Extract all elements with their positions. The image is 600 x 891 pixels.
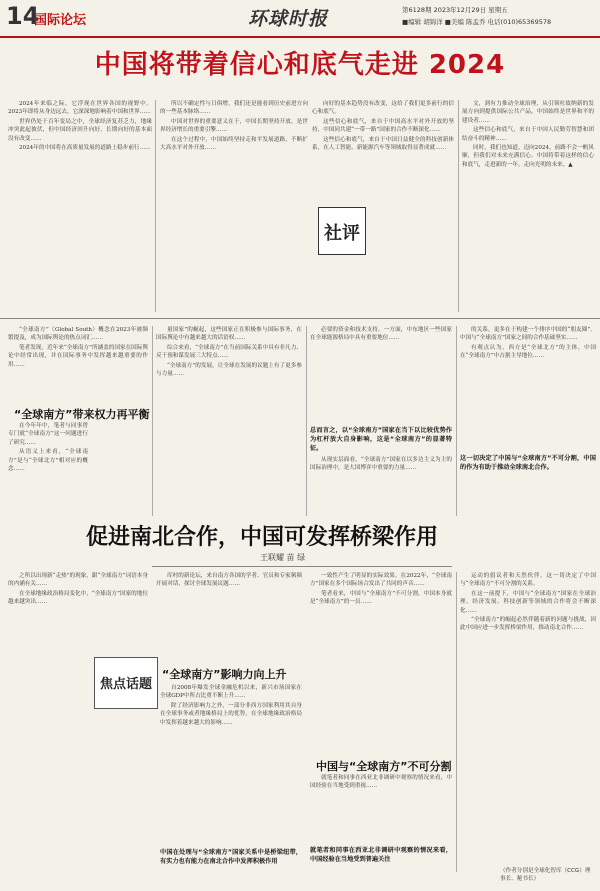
paragraph: 笔者看来，中国与“全球南方”不可分割，中国本身就是“全球南方”的一员…… (310, 590, 452, 606)
column-divider (155, 100, 156, 312)
paragraph: 笔者发现，近年来“全球南方”所涵盖的国家在国际舆论中经常出现，并在国际事务中发挥越来越重要的作用…… (8, 344, 148, 368)
subheading-3: 中国与“全球南方”不可分割 (316, 760, 452, 773)
paragraph: 一致性产生了明显的实际效果。在2022年，“全球南方”国家在多个国际场合发出了共同的声音…… (310, 573, 452, 588)
article-col-1-bottom (8, 572, 148, 872)
article-col-2-bottom (160, 684, 302, 874)
paragraph: 同时，我们也知道，迈向2024，前路不会一帆风顺，但我们对未来充满信心。中国将带着这样的信心和底气，走进新的一年，走向光明的未来。▲ (462, 145, 594, 168)
paragraph: 从语义上来看，“全球南方”是与“全球北方”相对应的概念…… (8, 449, 88, 473)
paragraph: “全球南方”（Global South）概念在2023年被频繁提及，成为国际舆论的热点词汇…… (8, 327, 148, 342)
page-number: 14 (6, 2, 40, 30)
paragraph: 的关系，更多在于构建一个排序中国的“朋友圈”。中国与“全球南方”国家之间的合作基础坚实…… (460, 327, 596, 342)
focus-topic-label: 焦点话题 (99, 677, 152, 692)
column-divider (458, 100, 459, 312)
pull-quote-bottom: 就笔者和同事在西亚北非调研中观察的情况来看，中国经验在当地受到普遍关注 (310, 847, 452, 863)
paragraph: 2024年来临之际，它浮现在世界各国的视野中。2023年即将从身边远去，它深深地影响着中国和世界…… (8, 101, 152, 116)
pull-quote-right: 这一切决定了中国与“全球南方”不可分割，中国的作为有助于推动全球南北合作。 (460, 455, 596, 471)
paragraph: 在这个过程中，中国始终坚持走和平发展道路，不断扩大高水平对外开放…… (160, 136, 308, 152)
pull-quote-center: 中国在处理与“全球南方”国家关系中是桥梁纽带，有实力也有能力在南北合作中发挥积极作用 (160, 849, 302, 865)
paragraph: 在全球地缘政治格局变化中，“全球南方”国家的地位越来越突出…… (8, 590, 148, 606)
subheading-2: “全球南方”影响力向上升 (162, 668, 287, 681)
editors-line: ■编辑 胡锦洋 ■美编 陈孟乔 电话(010)65369578 (402, 18, 552, 26)
paragraph: 综合来看，“全球南方”在当前国际关系中具有非凡力、反干预和谋发展三大特点…… (156, 344, 302, 360)
column-divider (456, 326, 457, 516)
section-name: 国际论坛 (34, 13, 87, 28)
newspaper-logo: 环球时报 (248, 8, 329, 30)
paragraph: 在这一前提下，中国与“全球南方”国家在全球治理、经济发展、科技创新等领域的合作将会不断深化…… (460, 590, 596, 614)
editorial-badge-label: 社评 (324, 223, 360, 244)
paragraph: 量国家”的崛起，这些国家正在积极参与国际事务，在国际舆论中有越来越大的话语权…… (156, 327, 302, 342)
article-col-1-top (8, 326, 148, 402)
article-rule (152, 566, 452, 567)
editorial-title: 中国将带着信心和底气走进 2024 (94, 50, 506, 80)
section-divider (0, 318, 600, 319)
paragraph: 自2008年爆发全球金融危机以来，新兴市场国家在全球GDP中所占比重不断上升…… (160, 685, 302, 700)
header-rule (0, 36, 600, 38)
editorial-col-2 (160, 100, 308, 312)
page-header (0, 0, 600, 38)
paragraph: 从现实层面看，“全球南方”国家在以多边主义为主的国际治理中，是大国博弈中重要的力量…… (310, 457, 452, 472)
paragraph: 这些信心和底气，来自于中国人民勤劳智慧和团结奋斗的精神…… (462, 127, 594, 142)
editorial-col-3 (312, 100, 454, 205)
paragraph: 运动的倡议者和天然伙伴，这一切决定了中国与“全球南方”不可分割的关系。 (460, 573, 596, 588)
pull-quote-middle: 总而言之，以“全球南方”国家在当下以比较优势作为杠杆放大自身影响，这是“全球南方”的显著特征。 (310, 427, 452, 452)
paragraph: 必要的资金和技术支持。一方面，中东地区一些国家在全球能源格局中具有重要地位…… (310, 327, 452, 342)
paragraph: 有观点认为，西方是“全球北方”的主体，中国在“全球南方”中占据主导地位…… (460, 344, 596, 360)
paragraph: 2024年的中国将在高质量发展的道路上稳步前行…… (19, 145, 151, 152)
article-col-3-bottom (310, 572, 452, 752)
paragraph: 就笔者和同事在西亚北非调研中观察的情况来看，中国经验在当地受到重视…… (310, 775, 452, 790)
paragraph: 库村的新论坛，来自南方各国的学者、官员和专家频频开展对话，探讨全球发展议题…… (156, 573, 302, 588)
paragraph: 这些信心和底气，来自于中国高水平对外开放的坚持，中国同共建“一带一路”国家的合作不断深化…… (312, 118, 454, 134)
paragraph: 这些信心和底气，来自于中国日益健全的科技创新体系，在人工智能、新能源汽车等领域取得显著成就…… (312, 136, 454, 152)
article-col-3-top (310, 326, 452, 422)
paragraph: 向好的基本趋势没有改变，这给了我们更多前行的信心和底气。 (312, 101, 454, 116)
paragraph: 中国对世界的重要意义在于，中国长期坚持开放，是世界经济增长的重要引擎…… (160, 118, 308, 134)
column-divider (456, 572, 457, 872)
column-divider (152, 326, 153, 516)
editorial-col-4 (462, 100, 594, 312)
article-col-4-top (460, 326, 596, 452)
paragraph: 之所以出现新“走热”的现象，跟“全球南方”词语本身的内涵有关…… (8, 573, 148, 588)
column-divider (306, 326, 307, 516)
paragraph: “全球南方”的崛起必然伴随着新的问题与挑战，因此中国应进一步发挥桥梁作用，推动南北合作…… (460, 617, 596, 632)
paragraph: 文，到有力推动全球治理，从引领吐故纳新的发展方向到提供国际公共产品，中国始终是世界和平的建设者…… (462, 101, 594, 124)
article-col-4-bottom (460, 572, 596, 862)
article-authors: 王联耀 苗 绿 (260, 553, 306, 562)
paragraph: 所以不确定性与日俱增，我们还是能看到历史前进方向的一些基本脉络…… (160, 101, 308, 116)
paragraph: 除了经济影响力之外，一部分非西方国家利用其自身在全球事务或者地缘格局上的优势，在全球地缘政治格局中发挥着越来越大的影响…… (160, 702, 302, 726)
paragraph: 世界仍处于百年变局之中，全球经济复苏乏力，地缘冲突此起彼伏，但中国经济回升向好、长期向好的基本面没有改变…… (8, 118, 152, 142)
issue-line: 第6128期 2023年12月29日 星期五 (402, 6, 508, 14)
editorial-badge (318, 207, 366, 255)
article-col-2-top (156, 326, 302, 516)
subheading-1: “全球南方”带来权力再平衡 (14, 408, 150, 421)
article-col-3-end (310, 774, 452, 844)
article-col-3-mid (310, 456, 452, 516)
author-note: （作者分别是全球化智库（CCG）理事长、秘书长） (500, 868, 591, 882)
focus-topic-badge (94, 657, 158, 709)
paragraph: 在今年年中，笔者与同事曾专门就“全球南方”这一问题进行了研究…… (8, 423, 88, 446)
article-col-2-mid (156, 572, 302, 662)
article-col-1-mid (8, 422, 88, 520)
paragraph: “全球南方”的发展，让全球在发展的议题上有了更多参与力量…… (156, 362, 302, 378)
editorial-col-1 (8, 100, 152, 312)
article-title: 促进南北合作，中国可发挥桥梁作用 (86, 525, 439, 550)
